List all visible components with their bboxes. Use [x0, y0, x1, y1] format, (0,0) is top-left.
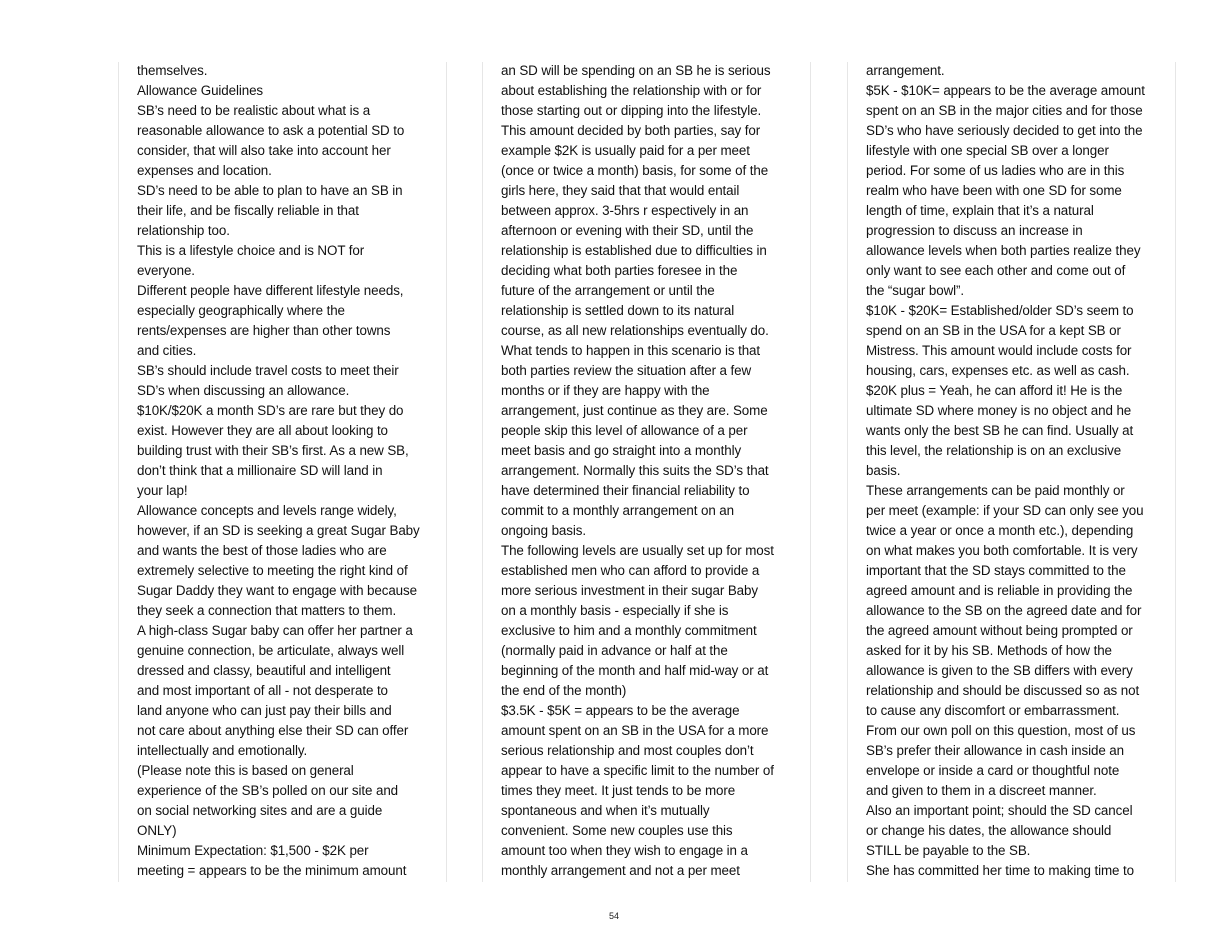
text-line: allowance to the SB on the agreed date and for: [866, 603, 1142, 618]
text-line: convenient. Some new couples use this: [501, 823, 733, 838]
text-line: Different people have different lifestyle needs,: [137, 283, 404, 298]
text-line: realm who have been with one SD for some: [866, 183, 1122, 198]
text-line: times they meet. It just tends to be more: [501, 783, 736, 798]
text-line: This amount decided by both parties, say for: [501, 123, 761, 138]
text-line: Mistress. This amount would include costs for: [866, 343, 1132, 358]
text-line: deciding what both parties foresee in the: [501, 263, 738, 278]
text-line: rents/expenses are higher than other towns: [137, 323, 391, 338]
text-line: $3.5K - $5K = appears to be the average: [501, 703, 740, 718]
text-line: spent on an SB in the major cities and for those: [866, 103, 1143, 118]
text-line: have determined their financial reliability to: [501, 483, 750, 498]
text-line: SD’s when discussing an allowance.: [137, 383, 350, 398]
text-line: they seek a connection that matters to them.: [137, 603, 397, 618]
text-line: building trust with their SB’s first. As a new SB,: [137, 443, 409, 458]
text-line: spontaneous and when it’s mutually: [501, 803, 710, 818]
text-line: more serious investment in their sugar Baby: [501, 583, 758, 598]
text-line: From our own poll on this question, most of us: [866, 723, 1136, 738]
page-number: 54: [608, 911, 619, 921]
text-line: The following levels are usually set up for most: [501, 543, 774, 558]
text-line: their life, and be fiscally reliable in that: [137, 203, 359, 218]
text-line: to cause any discomfort or embarrassment.: [866, 703, 1120, 718]
text-line: afternoon or evening with their SD, until the: [501, 223, 754, 238]
text-line: allowance levels when both parties realize they: [866, 243, 1141, 258]
text-line: your lap!: [137, 483, 188, 498]
text-line: envelope or inside a card or thoughtful note: [866, 763, 1120, 778]
text-line: extremely selective to meeting the right kind of: [137, 563, 408, 578]
text-line: appear to have a specific limit to the number of: [501, 763, 774, 778]
text-line: important that the SD stays committed to the: [866, 563, 1126, 578]
text-line: girls here, they said that that would entail: [501, 183, 740, 198]
text-line: period. For some of us ladies who are in this: [866, 163, 1125, 178]
text-line: future of the arrangement or until the: [501, 283, 715, 298]
text-line: Allowance concepts and levels range widely,: [137, 503, 397, 518]
text-line: This is a lifestyle choice and is NOT for: [137, 243, 365, 258]
text-line: monthly arrangement and not a per meet: [501, 863, 740, 878]
text-line: $20K plus = Yeah, he can afford it! He is the: [866, 383, 1123, 398]
text-line: $10K/$20K a month SD’s are rare but they do: [137, 403, 404, 418]
text-line: (once or twice a month) basis, for some of the: [501, 163, 769, 178]
text-line: (normally paid in advance or half at the: [501, 643, 728, 658]
text-line: the “sugar bowl”.: [866, 283, 965, 298]
text-line: SD’s who have seriously decided to get into the: [866, 123, 1143, 138]
text-line: wants only the best SB he can find. Usually at: [866, 423, 1134, 438]
text-line: A high-class Sugar baby can offer her partner a: [137, 623, 413, 638]
text-line: meet basis and go straight into a monthly: [501, 443, 742, 458]
text-line: only want to see each other and come out of: [866, 263, 1126, 278]
text-line: especially geographically where the: [137, 303, 345, 318]
text-line: relationship is established due to difficulties in: [501, 243, 767, 258]
text-line: She has committed her time to making time to: [866, 863, 1134, 878]
text-line: amount too when they wish to engage in a: [501, 843, 748, 858]
text-line: SB’s prefer their allowance in cash inside an: [866, 743, 1125, 758]
text-line: $5K - $10K= appears to be the average amount: [866, 83, 1145, 98]
text-line: and most important of all - not desperate to: [137, 683, 388, 698]
text-line: genuine connection, be articulate, always well: [137, 643, 405, 658]
text-line: SD’s need to be able to plan to have an SB in: [137, 183, 403, 198]
text-line: exclusive to him and a monthly commitment: [501, 623, 757, 638]
text-line: the agreed amount without being prompted or: [866, 623, 1133, 638]
text-line: These arrangements can be paid monthly or: [866, 483, 1125, 498]
text-line: beginning of the month and half mid-way or at: [501, 663, 769, 678]
text-line: Allowance Guidelines: [137, 83, 264, 98]
text-line: or change his dates, the allowance should: [866, 823, 1112, 838]
text-line: months or if they are happy with the: [501, 383, 710, 398]
text-line: everyone.: [137, 263, 195, 278]
text-column-1: [118, 62, 447, 882]
text-line: What tends to happen in this scenario is that: [501, 343, 761, 358]
text-line: $10K - $20K= Established/older SD’s seem to: [866, 303, 1134, 318]
text-line: and wants the best of those ladies who are: [137, 543, 387, 558]
text-line: progression to discuss an increase in: [866, 223, 1083, 238]
text-line: land anyone who can just pay their bills and: [137, 703, 392, 718]
text-line: STILL be payable to the SB.: [866, 843, 1031, 858]
text-line: meeting = appears to be the minimum amount: [137, 863, 407, 878]
text-line: established men who can afford to provide a: [501, 563, 760, 578]
text-line: spend on an SB in the USA for a kept SB or: [866, 323, 1121, 338]
text-line: not care about anything else their SD can offer: [137, 723, 409, 738]
text-line: SB’s need to be realistic about what is a: [137, 103, 371, 118]
text-line: arrangement.: [866, 63, 945, 78]
text-line: arrangement. Normally this suits the SD’s that: [501, 463, 769, 478]
text-column-3: [847, 62, 1176, 882]
text-line: expenses and location.: [137, 163, 272, 178]
text-line: (Please note this is based on general: [137, 763, 354, 778]
text-line: course, as all new relationships eventually do.: [501, 323, 769, 338]
text-line: and given to them in a discreet manner.: [866, 783, 1097, 798]
text-line: basis.: [866, 463, 901, 478]
text-line: an SD will be spending on an SB he is serious: [501, 63, 771, 78]
text-line: Minimum Expectation: $1,500 - $2K per: [137, 843, 369, 858]
text-line: per meet (example: if your SD can only see you: [866, 503, 1144, 518]
text-line: on a monthly basis - especially if she is: [501, 603, 729, 618]
text-line: both parties review the situation after a few: [501, 363, 752, 378]
text-line: Also an important point; should the SD cancel: [866, 803, 1133, 818]
text-line: housing, cars, expenses etc. as well as cash.: [866, 363, 1130, 378]
text-line: lifestyle with one special SB over a longer: [866, 143, 1109, 158]
text-line: example $2K is usually paid for a per meet: [501, 143, 750, 158]
text-line: between approx. 3-5hrs r espectively in an: [501, 203, 749, 218]
text-line: arrangement, just continue as they are. Some: [501, 403, 768, 418]
text-line: ultimate SD where money is no object and he: [866, 403, 1132, 418]
text-line: don’t think that a millionaire SD will land in: [137, 463, 383, 478]
text-line: ongoing basis.: [501, 523, 586, 538]
text-line: length of time, explain that it’s a natural: [866, 203, 1094, 218]
text-line: on what makes you both comfortable. It is very: [866, 543, 1138, 558]
text-line: consider, that will also take into account her: [137, 143, 391, 158]
text-line: exist. However they are all about looking to: [137, 423, 388, 438]
text-line: reasonable allowance to ask a potential SD to: [137, 123, 405, 138]
text-line: twice a year or once a month etc.), depending: [866, 523, 1134, 538]
text-column-2: [482, 62, 811, 882]
text-line: relationship is settled down to its natural: [501, 303, 735, 318]
text-line: ONLY): [137, 823, 177, 838]
text-line: SB’s should include travel costs to meet their: [137, 363, 399, 378]
text-line: themselves.: [137, 63, 208, 78]
text-line: experience of the SB’s polled on our site and: [137, 783, 399, 798]
text-line: on social networking sites and are a guide: [137, 803, 383, 818]
text-line: relationship too.: [137, 223, 230, 238]
text-line: people skip this level of allowance of a per: [501, 423, 748, 438]
text-line: relationship and should be discussed so as not: [866, 683, 1140, 698]
text-line: amount spent on an SB in the USA for a more: [501, 723, 769, 738]
text-line: dressed and classy, beautiful and intelligent: [137, 663, 391, 678]
text-line: about establishing the relationship with or for: [501, 83, 762, 98]
text-line: this level, the relationship is on an exclusive: [866, 443, 1122, 458]
text-line: allowance is given to the SB differs with every: [866, 663, 1133, 678]
text-line: serious relationship and most couples don’t: [501, 743, 754, 758]
text-line: asked for it by his SB. Methods of how the: [866, 643, 1112, 658]
text-line: commit to a monthly arrangement on an: [501, 503, 734, 518]
text-line: Sugar Daddy they want to engage with because: [137, 583, 417, 598]
text-line: the end of the month): [501, 683, 627, 698]
text-line: intellectually and emotionally.: [137, 743, 308, 758]
text-line: however, if an SD is seeking a great Sugar Baby: [137, 523, 420, 538]
text-line: and cities.: [137, 343, 197, 358]
text-line: those starting out or dipping into the lifestyle.: [501, 103, 762, 118]
text-line: agreed amount and is reliable in providing the: [866, 583, 1133, 598]
